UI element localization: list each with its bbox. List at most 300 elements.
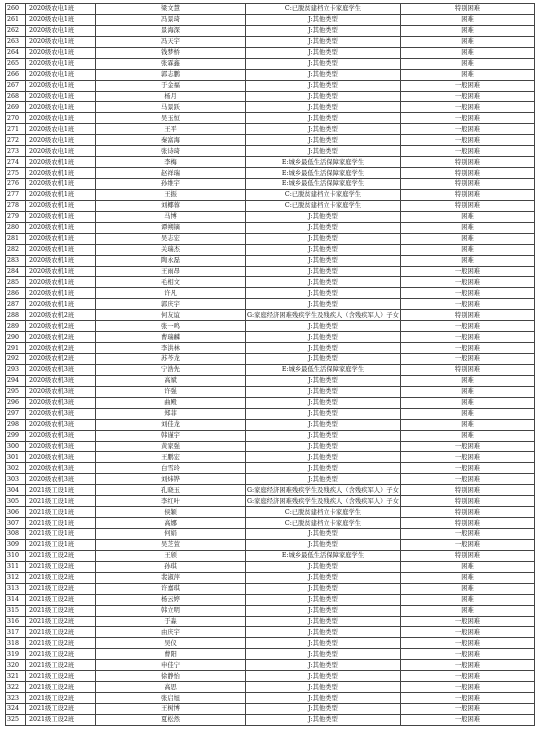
student-name-cell: 毛相文 (96, 277, 246, 288)
aid-category-cell: J:其他类型 (246, 80, 401, 91)
student-name-cell: 黄家强 (96, 441, 246, 452)
class-cell: 2020级农机1班 (26, 179, 96, 190)
student-name-cell: 赵祥瑞 (96, 168, 246, 179)
student-name-cell: 孔晓玉 (96, 485, 246, 496)
row-number-cell: 285 (6, 277, 26, 288)
difficulty-level-cell: 一般困难 (401, 288, 535, 299)
class-cell: 2020级农机1班 (26, 233, 96, 244)
row-number-cell: 266 (6, 69, 26, 80)
difficulty-level-cell: 困难 (401, 430, 535, 441)
class-cell: 2020级农电1班 (26, 102, 96, 113)
difficulty-level-cell: 一般困难 (401, 660, 535, 671)
difficulty-level-cell: 特别困难 (401, 179, 535, 190)
row-number-cell: 323 (6, 693, 26, 704)
aid-category-cell: J:其他类型 (246, 91, 401, 102)
row-number-cell: 265 (6, 58, 26, 69)
row-number-cell: 294 (6, 375, 26, 386)
student-name-cell: 夏松然 (96, 714, 246, 725)
table-row (6, 714, 535, 725)
aid-category-cell: J:其他类型 (246, 321, 401, 332)
difficulty-level-cell: 困难 (401, 69, 535, 80)
class-cell: 2020级农机1班 (26, 244, 96, 255)
aid-category-cell: J:其他类型 (246, 572, 401, 583)
student-name-cell: 谭朔镝 (96, 222, 246, 233)
aid-category-cell: J:其他类型 (246, 47, 401, 58)
row-number-cell: 284 (6, 266, 26, 277)
class-cell: 2020级农机2班 (26, 321, 96, 332)
row-number-cell: 288 (6, 310, 26, 321)
class-cell: 2020级农电1班 (26, 91, 96, 102)
difficulty-level-cell: 一般困难 (401, 671, 535, 682)
aid-category-cell: C:已脱贫建档立卡家庭学生 (246, 200, 401, 211)
student-name-cell: 白雪玲 (96, 463, 246, 474)
row-number-cell: 261 (6, 14, 26, 25)
row-number-cell: 321 (6, 671, 26, 682)
aid-category-cell: J:其他类型 (246, 594, 401, 605)
aid-category-cell: J:其他类型 (246, 124, 401, 135)
difficulty-level-cell: 一般困难 (401, 343, 535, 354)
row-number-cell: 324 (6, 704, 26, 715)
aid-category-cell: J:其他类型 (246, 25, 401, 36)
difficulty-level-cell: 困难 (401, 572, 535, 583)
table-row (6, 58, 535, 69)
student-name-cell: 王振 (96, 189, 246, 200)
difficulty-level-cell: 困难 (401, 36, 535, 47)
table-row (6, 288, 535, 299)
aid-category-cell: J:其他类型 (246, 354, 401, 365)
difficulty-level-cell: 特别困难 (401, 518, 535, 529)
difficulty-level-cell: 一般困难 (401, 474, 535, 485)
row-number-cell: 267 (6, 80, 26, 91)
class-cell: 2020级农机3班 (26, 419, 96, 430)
aid-category-cell: J:其他类型 (246, 211, 401, 222)
aid-category-cell: J:其他类型 (246, 343, 401, 354)
difficulty-level-cell: 一般困难 (401, 266, 535, 277)
difficulty-level-cell: 困难 (401, 233, 535, 244)
aid-category-cell: J:其他类型 (246, 430, 401, 441)
class-cell: 2020级农机2班 (26, 343, 96, 354)
aid-category-cell: J:其他类型 (246, 671, 401, 682)
difficulty-level-cell: 困难 (401, 561, 535, 572)
difficulty-level-cell: 特别困难 (401, 157, 535, 168)
aid-category-cell: J:其他类型 (246, 14, 401, 25)
aid-category-cell: J:其他类型 (246, 222, 401, 233)
difficulty-level-cell: 困难 (401, 14, 535, 25)
difficulty-level-cell: 一般困难 (401, 102, 535, 113)
class-cell: 2020级农机1班 (26, 299, 96, 310)
table-row (6, 507, 535, 518)
class-cell: 2021级工设1班 (26, 529, 96, 540)
row-number-cell: 282 (6, 244, 26, 255)
student-name-cell: 曹瑞麟 (96, 332, 246, 343)
student-name-cell: 宁浩先 (96, 364, 246, 375)
table-row (6, 561, 535, 572)
table-row (6, 310, 535, 321)
row-number-cell: 272 (6, 135, 26, 146)
aid-category-cell: J:其他类型 (246, 375, 401, 386)
class-cell: 2021级工设2班 (26, 704, 96, 715)
student-name-cell: 许凡 (96, 288, 246, 299)
table-row (6, 69, 535, 80)
student-name-cell: 高娜 (96, 518, 246, 529)
table-row (6, 616, 535, 627)
difficulty-level-cell: 一般困难 (401, 649, 535, 660)
student-name-cell: 苏芩龙 (96, 354, 246, 365)
class-cell: 2020级农机3班 (26, 397, 96, 408)
class-cell: 2020级农机2班 (26, 310, 96, 321)
student-name-cell: 何娟 (96, 529, 246, 540)
class-cell: 2021级工设2班 (26, 638, 96, 649)
difficulty-level-cell: 困难 (401, 397, 535, 408)
table-row (6, 244, 535, 255)
difficulty-level-cell: 困难 (401, 605, 535, 616)
table-row (6, 474, 535, 485)
difficulty-level-cell: 一般困难 (401, 463, 535, 474)
table-row (6, 168, 535, 179)
table-row (6, 518, 535, 529)
table-row (6, 583, 535, 594)
class-cell: 2020级农机3班 (26, 452, 96, 463)
difficulty-level-cell: 一般困难 (401, 80, 535, 91)
row-number-cell: 315 (6, 605, 26, 616)
student-name-cell: 王平 (96, 124, 246, 135)
difficulty-level-cell: 特别困难 (401, 496, 535, 507)
aid-category-cell: J:其他类型 (246, 146, 401, 157)
class-cell: 2021级工设2班 (26, 583, 96, 594)
table-row (6, 277, 535, 288)
row-number-cell: 283 (6, 255, 26, 266)
aid-category-cell: J:其他类型 (246, 58, 401, 69)
class-cell: 2020级农电1班 (26, 4, 96, 15)
student-name-cell: 何友谊 (96, 310, 246, 321)
student-name-cell: 刘佳龙 (96, 419, 246, 430)
table-row (6, 146, 535, 157)
class-cell: 2021级工设2班 (26, 594, 96, 605)
student-name-cell: 于淼 (96, 616, 246, 627)
student-name-cell: 高斌 (96, 375, 246, 386)
difficulty-level-cell: 一般困难 (401, 539, 535, 550)
table-row (6, 441, 535, 452)
aid-category-cell: J:其他类型 (246, 452, 401, 463)
row-number-cell: 296 (6, 397, 26, 408)
row-number-cell: 279 (6, 211, 26, 222)
difficulty-level-cell: 困难 (401, 211, 535, 222)
row-number-cell: 271 (6, 124, 26, 135)
class-cell: 2020级农机1班 (26, 255, 96, 266)
class-cell: 2020级农机3班 (26, 474, 96, 485)
difficulty-level-cell: 一般困难 (401, 452, 535, 463)
student-name-cell: 曹阳 (96, 649, 246, 660)
row-number-cell: 274 (6, 157, 26, 168)
class-cell: 2020级农机3班 (26, 430, 96, 441)
class-cell: 2020级农电1班 (26, 113, 96, 124)
difficulty-level-cell: 困难 (401, 386, 535, 397)
table-row (6, 529, 535, 540)
row-number-cell: 297 (6, 408, 26, 419)
student-name-cell: 韩立明 (96, 605, 246, 616)
row-number-cell: 313 (6, 583, 26, 594)
class-cell: 2020级农机1班 (26, 200, 96, 211)
class-cell: 2020级农电1班 (26, 80, 96, 91)
aid-category-cell: J:其他类型 (246, 539, 401, 550)
aid-category-cell: J:其他类型 (246, 627, 401, 638)
class-cell: 2020级农机2班 (26, 332, 96, 343)
row-number-cell: 292 (6, 354, 26, 365)
table-row (6, 704, 535, 715)
class-cell: 2021级工设2班 (26, 616, 96, 627)
aid-category-cell: C:已脱贫建档立卡家庭学生 (246, 4, 401, 15)
difficulty-level-cell: 困难 (401, 255, 535, 266)
student-name-cell: 王颀 (96, 550, 246, 561)
difficulty-level-cell: 特别困难 (401, 200, 535, 211)
difficulty-level-cell: 困难 (401, 222, 535, 233)
table-row (6, 539, 535, 550)
aid-category-cell: J:其他类型 (246, 649, 401, 660)
aid-category-cell: J:其他类型 (246, 113, 401, 124)
row-number-cell: 304 (6, 485, 26, 496)
aid-category-cell: J:其他类型 (246, 529, 401, 540)
table-row (6, 47, 535, 58)
difficulty-level-cell: 一般困难 (401, 332, 535, 343)
student-name-cell: 王雨昂 (96, 266, 246, 277)
aid-category-cell: J:其他类型 (246, 441, 401, 452)
class-cell: 2021级工设2班 (26, 693, 96, 704)
class-cell: 2020级农电1班 (26, 69, 96, 80)
aid-category-cell: J:其他类型 (246, 693, 401, 704)
class-cell: 2020级农机2班 (26, 354, 96, 365)
aid-category-cell: J:其他类型 (246, 474, 401, 485)
table-row (6, 299, 535, 310)
table-row (6, 430, 535, 441)
difficulty-level-cell: 一般困难 (401, 91, 535, 102)
row-number-cell: 269 (6, 102, 26, 113)
student-name-cell: 张一鸣 (96, 321, 246, 332)
student-name-cell: 吴芝萱 (96, 539, 246, 550)
class-cell: 2021级工设2班 (26, 682, 96, 693)
table-row (6, 343, 535, 354)
student-name-cell: 高思 (96, 682, 246, 693)
class-cell: 2021级工设2班 (26, 627, 96, 638)
class-cell: 2020级农机3班 (26, 386, 96, 397)
difficulty-level-cell: 困难 (401, 594, 535, 605)
row-number-cell: 312 (6, 572, 26, 583)
row-number-cell: 299 (6, 430, 26, 441)
row-number-cell: 270 (6, 113, 26, 124)
student-name-cell: 梁文慧 (96, 4, 246, 15)
difficulty-level-cell: 特别困难 (401, 485, 535, 496)
class-cell: 2020级农电1班 (26, 135, 96, 146)
student-name-cell: 郭庆宇 (96, 299, 246, 310)
difficulty-level-cell: 特别困难 (401, 507, 535, 518)
table-row (6, 179, 535, 190)
student-name-cell: 杨云婷 (96, 594, 246, 605)
table-row (6, 485, 535, 496)
row-number-cell: 273 (6, 146, 26, 157)
aid-category-cell: E:城乡最低生活保障家庭学生 (246, 179, 401, 190)
student-name-cell: 李红叶 (96, 496, 246, 507)
row-number-cell: 275 (6, 168, 26, 179)
difficulty-level-cell: 特别困难 (401, 189, 535, 200)
aid-category-cell: J:其他类型 (246, 561, 401, 572)
student-name-cell: 郭志鹏 (96, 69, 246, 80)
student-name-cell: 关瑞杰 (96, 244, 246, 255)
aid-category-cell: J:其他类型 (246, 386, 401, 397)
difficulty-level-cell: 一般困难 (401, 693, 535, 704)
row-number-cell: 280 (6, 222, 26, 233)
student-name-cell: 马景跃 (96, 102, 246, 113)
class-cell: 2021级工设1班 (26, 518, 96, 529)
row-number-cell: 319 (6, 649, 26, 660)
difficulty-level-cell: 一般困难 (401, 135, 535, 146)
aid-category-cell: J:其他类型 (246, 605, 401, 616)
table-row (6, 638, 535, 649)
row-number-cell: 308 (6, 529, 26, 540)
table-row (6, 135, 535, 146)
aid-category-cell: G:家庭经济困难残疾学生及残疾人（含残疾军人）子女 (247, 311, 399, 319)
class-cell: 2021级工设1班 (26, 496, 96, 507)
class-cell: 2021级工设1班 (26, 507, 96, 518)
student-name-cell: 曲殿 (96, 397, 246, 408)
row-number-cell: 298 (6, 419, 26, 430)
difficulty-level-cell: 一般困难 (401, 638, 535, 649)
student-name-cell: 王树博 (96, 704, 246, 715)
row-number-cell: 277 (6, 189, 26, 200)
table-row (6, 211, 535, 222)
table-row (6, 222, 535, 233)
difficulty-level-cell: 一般困难 (401, 529, 535, 540)
class-cell: 2020级农机1班 (26, 288, 96, 299)
difficulty-level-cell: 一般困难 (401, 704, 535, 715)
student-name-cell: 许强 (96, 386, 246, 397)
class-cell: 2021级工设2班 (26, 660, 96, 671)
student-name-cell: 李洪林 (96, 343, 246, 354)
table-row (6, 375, 535, 386)
class-cell: 2020级农机3班 (26, 364, 96, 375)
table-row (6, 233, 535, 244)
difficulty-level-cell: 一般困难 (401, 354, 535, 365)
aid-category-cell: J:其他类型 (246, 616, 401, 627)
student-name-cell: 由庆宇 (96, 627, 246, 638)
table-row (6, 91, 535, 102)
row-number-cell: 309 (6, 539, 26, 550)
table-row (6, 550, 535, 561)
class-cell: 2021级工设2班 (26, 561, 96, 572)
class-cell: 2021级工设2班 (26, 550, 96, 561)
class-cell: 2020级农电1班 (26, 146, 96, 157)
class-cell: 2020级农机1班 (26, 189, 96, 200)
aid-category-cell: J:其他类型 (246, 102, 401, 113)
student-name-cell: 王鹏宏 (96, 452, 246, 463)
difficulty-level-cell: 特别困难 (401, 310, 535, 321)
table-row (6, 189, 535, 200)
row-number-cell: 276 (6, 179, 26, 190)
class-cell: 2020级农机3班 (26, 463, 96, 474)
student-name-cell: 许嘉琪 (96, 583, 246, 594)
table-row (6, 496, 535, 507)
row-number-cell: 316 (6, 616, 26, 627)
table-row (6, 200, 535, 211)
difficulty-level-cell: 困难 (401, 244, 535, 255)
difficulty-level-cell: 困难 (401, 408, 535, 419)
student-name-cell: 孙维宇 (96, 179, 246, 190)
student-name-cell: 钱梦桥 (96, 47, 246, 58)
class-cell: 2020级农机1班 (26, 277, 96, 288)
student-name-cell: 马博 (96, 211, 246, 222)
class-cell: 2021级工设2班 (26, 649, 96, 660)
class-cell: 2021级工设2班 (26, 671, 96, 682)
row-number-cell: 291 (6, 343, 26, 354)
student-name-cell: 张启旭 (96, 693, 246, 704)
row-number-cell: 301 (6, 452, 26, 463)
row-number-cell: 278 (6, 200, 26, 211)
student-name-cell: 裴淑萍 (96, 572, 246, 583)
aid-category-cell: J:其他类型 (246, 660, 401, 671)
aid-category-cell: E:城乡最低生活保障家庭学生 (246, 364, 401, 375)
student-name-cell: 刘炜铧 (96, 474, 246, 485)
aid-category-cell: J:其他类型 (246, 69, 401, 80)
table-row (6, 408, 535, 419)
table-row (6, 452, 535, 463)
class-cell: 2021级工设2班 (26, 605, 96, 616)
difficulty-level-cell: 一般困难 (401, 616, 535, 627)
row-number-cell: 286 (6, 288, 26, 299)
difficulty-level-cell: 特别困难 (401, 550, 535, 561)
table-row (6, 649, 535, 660)
table-row (6, 354, 535, 365)
aid-category-cell: J:其他类型 (246, 266, 401, 277)
difficulty-level-cell: 一般困难 (401, 277, 535, 288)
aid-category-cell: J:其他类型 (246, 135, 401, 146)
aid-category-cell: J:其他类型 (246, 277, 401, 288)
aid-category-cell: J:其他类型 (246, 332, 401, 343)
row-number-cell: 314 (6, 594, 26, 605)
class-cell: 2020级农电1班 (26, 124, 96, 135)
difficulty-level-cell: 一般困难 (401, 714, 535, 725)
table-row (6, 364, 535, 375)
row-number-cell: 300 (6, 441, 26, 452)
aid-category-cell: J:其他类型 (246, 682, 401, 693)
table-row (6, 463, 535, 474)
class-cell: 2020级农电1班 (26, 14, 96, 25)
table-row (6, 572, 535, 583)
aid-category-cell: J:其他类型 (246, 288, 401, 299)
aid-category-cell: J:其他类型 (246, 419, 401, 430)
aid-category-cell: E:城乡最低生活保障家庭学生 (246, 157, 401, 168)
difficulty-level-cell: 一般困难 (401, 627, 535, 638)
difficulty-level-cell: 困难 (401, 47, 535, 58)
row-number-cell: 322 (6, 682, 26, 693)
student-name-cell: 侯颖 (96, 507, 246, 518)
table-row (6, 671, 535, 682)
student-name-cell: 吴仪 (96, 638, 246, 649)
student-name-cell: 秦富海 (96, 135, 246, 146)
class-cell: 2020级农电1班 (26, 25, 96, 36)
student-name-cell: 刘椰蓉 (96, 200, 246, 211)
table-row (6, 605, 535, 616)
student-name-cell: 杨月 (96, 91, 246, 102)
student-aid-table (5, 3, 535, 726)
aid-category-cell: J:其他类型 (246, 463, 401, 474)
table-body (6, 4, 535, 726)
table-row (6, 266, 535, 277)
difficulty-level-cell: 一般困难 (401, 321, 535, 332)
class-cell: 2020级农电1班 (26, 36, 96, 47)
aid-category-cell: J:其他类型 (246, 255, 401, 266)
class-cell: 2021级工设1班 (26, 485, 96, 496)
row-number-cell: 320 (6, 660, 26, 671)
table-row (6, 102, 535, 113)
student-name-cell: 徐静怡 (96, 671, 246, 682)
